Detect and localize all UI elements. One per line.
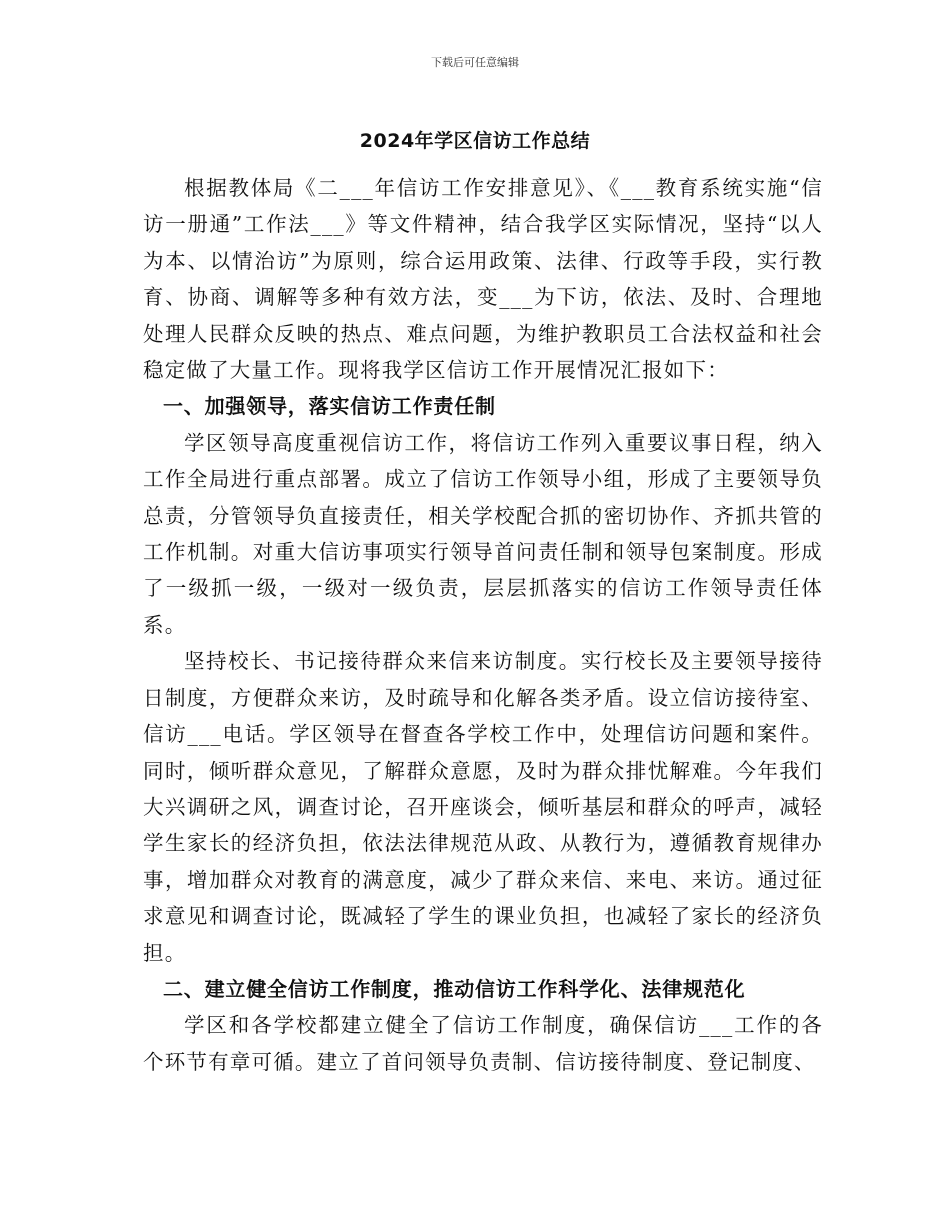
section-2-heading: 二、建立健全信访工作制度，推动信访工作科学化、法律规范化 (163, 976, 746, 1001)
document-title: 2024年学区信访工作总结 (359, 130, 591, 152)
document-body (143, 170, 823, 1080)
header-note: 下载后可任意编辑 (431, 56, 519, 69)
section-1-heading: 一、加强领导，落实信访工作责任制 (163, 394, 496, 419)
section-1-paragraph-1: 学区领导高度重视信访工作，将信访工作列入重要议事日程，纳入工作全局进行重点部署。成立了信访工作领导小组，形成了主要领导负总责，分管领导负直接责任，相关学校配合抓的密切协作、齐抓共管的工作机制。对重大信访事项实行领导首问责任制和领导包案制度。形成了一级抓一级，一级对一级负责，层层抓落实的信访工作领导责任体系。 (143, 430, 823, 637)
section-2-paragraph-1: 学区和各学校都建立健全了信访工作制度，确保信访___工作的各个环节有章可循。建立了首问领导负责制、信访接待制度、登记制度、 (143, 1013, 823, 1074)
intro-paragraph: 根据教体局《二___年信访工作安排意见》、《___教育系统实施“信访一册通”工作法___》等文件精神，结合我学区实际情况，坚持“以人为本、以情治访”为原则，综合运用政策、法律、行政等手段，实行教育、协商、调解等多种有效方法，变___为下访，依法、及时、合理地处理人民群众反映的热点、难点问题，为维护教职员工合法权益和社会稳定做了大量工作。现将我学区信访工作开展情况汇报如下： (143, 176, 823, 383)
section-1-paragraph-2: 坚持校长、书记接待群众来信来访制度。实行校长及主要领导接待日制度，方便群众来访，及时疏导和化解各类矛盾。设立信访接待室、信访___电话。学区领导在督查各学校工作中，处理信访问题和案件。同时，倾听群众意见，了解群众意愿，及时为群众排忧解难。今年我们大兴调研之风，调查讨论，召开座谈会，倾听基层和群众的呼声，减轻学生家长的经济负担，依法法律规范从政、从教行为，遵循教育规律办事，增加群众对教育的满意度，减少了群众来信、来电、来访。通过征求意见和调查讨论，既减轻了学生的课业负担，也减轻了家长的经济负担。 (143, 649, 823, 965)
